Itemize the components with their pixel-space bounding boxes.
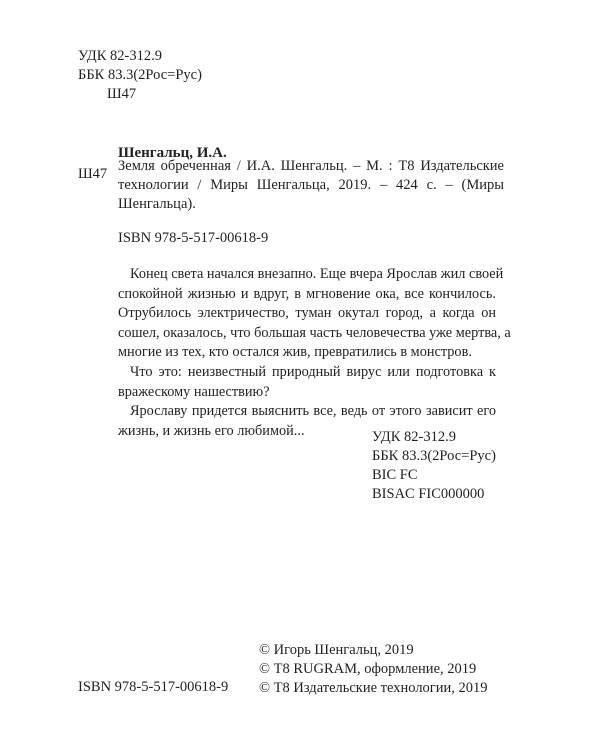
annotation-line: Что это: неизвестный природный вирус или подготовка к [130,363,496,380]
top-classification [78,47,202,104]
copyright-line: © Т8 RUGRAM, оформление, 2019 [259,661,477,677]
isbn-bottom: ISBN 978-5-517-00618-9 [78,679,229,695]
annotation-line: Конец света начался внезапно. Еще вчера Ярослав жил своей [130,266,504,282]
bbk-code-right: ББК 83.3(2Рос=Рус) [372,448,496,464]
annotation-line: сошел, оказалось, что большая часть человечества уже мертва, а [118,324,511,341]
copyright-line: © Т8 Издательские технологии, 2019 [259,680,488,696]
biblio-line: Земля обреченная / И.А. Шенгальц. – М. : Т8 Издательские [118,158,504,174]
annotation [118,265,511,441]
annotation-line: вражескому нашествию? [118,383,270,400]
biblio-line: Шенгальца). [118,196,196,212]
udk-code: УДК 82-312.9 [78,48,162,64]
copyright-block [259,641,488,698]
author-name: Шенгальц, И.А. [118,145,227,161]
bbk-code: ББК 83.3(2Рос=Рус) [78,67,202,83]
annotation-line: многие из тех, кто остался жив, превратились в монстров. [118,344,472,361]
bic-code: BIC FC [372,467,418,483]
annotation-line: жизнь, и жизнь его любимой... [118,422,305,439]
bibliographic-description [118,157,504,214]
biblio-line: технологии / Миры Шенгальца, 2019. – 424 с. – (Миры [118,177,504,193]
annotation-line: спокойной жизнью и вдруг, в мгновение ока, все кончилось. [118,285,496,302]
isbn-catalog: ISBN 978-5-517-00618-9 [118,230,269,246]
right-classification [372,428,496,504]
annotation-line: Ярославу придется выяснить все, ведь от этого зависит его [130,403,496,420]
annotation-line: Отрубилось электричество, туман окутал город, а когда он [118,305,496,322]
author-sign-code-card: Ш47 [78,166,108,182]
bisac-code: BISAC FIC000000 [372,486,485,502]
copyright-line: © Игорь Шенгальц, 2019 [259,642,414,658]
author-sign-code: Ш47 [107,86,137,102]
udk-code-right: УДК 82-312.9 [372,429,456,445]
